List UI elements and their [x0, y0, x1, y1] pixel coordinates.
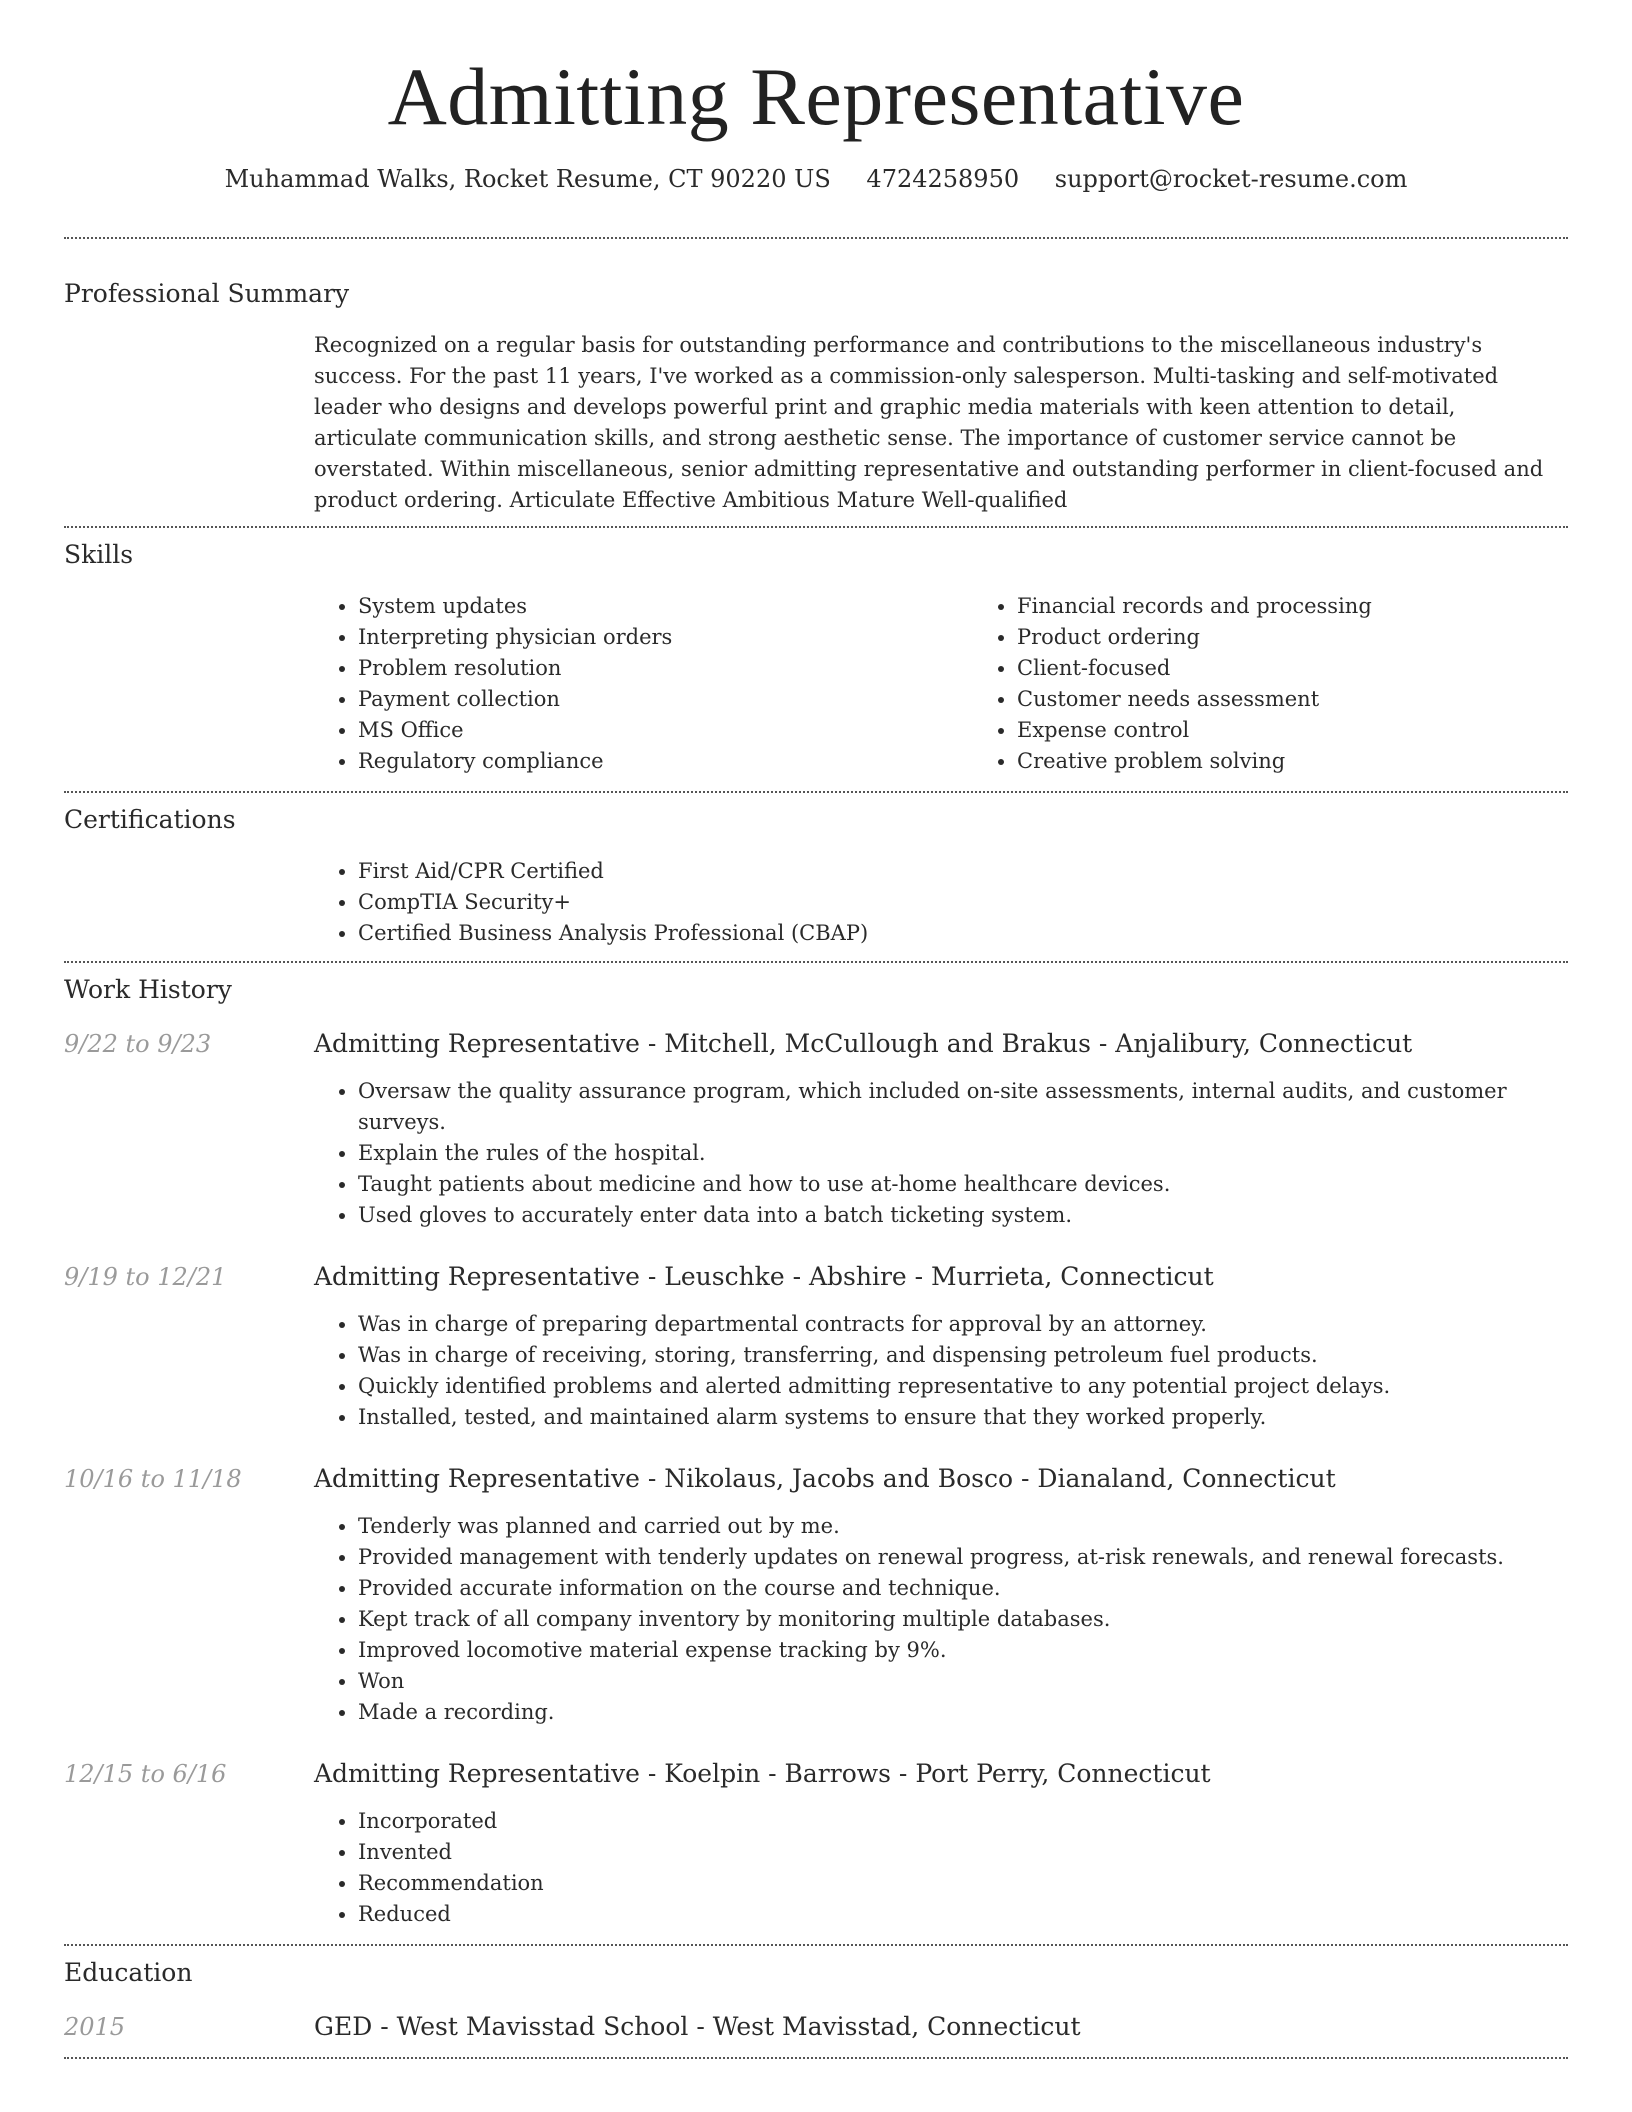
job-content — [314, 1463, 1568, 1728]
education-year: 2015 — [64, 2013, 126, 2042]
job-entry — [64, 1261, 1568, 1433]
job-bullet: • Was in charge of preparing departmental contracts for approval by an attorney. — [358, 1309, 1568, 1340]
skill-item: • Financial records and processing — [1017, 591, 1632, 622]
job-entry — [64, 1463, 1568, 1728]
contact-phone: 4724258950 — [866, 165, 1020, 194]
job-bullets — [314, 1511, 1568, 1728]
skill-item: • Interpreting physician orders — [358, 622, 973, 653]
job-content — [314, 1261, 1568, 1433]
divider — [64, 961, 1568, 963]
job-bullet: • Taught patients about medicine and how to use at-home healthcare devices. — [358, 1169, 1568, 1200]
job-bullet: • Was in charge of receiving, storing, transferring, and dispensing petroleum fuel products. — [358, 1340, 1568, 1371]
job-bullet: • Kept track of all company inventory by monitoring multiple databases. — [358, 1604, 1568, 1635]
skills-row — [64, 591, 1568, 777]
job-bullet: • Invented — [358, 1837, 1568, 1868]
job-content — [314, 1028, 1568, 1231]
divider — [64, 1944, 1568, 1946]
job-bullets — [314, 1806, 1568, 1930]
certification-item: • CompTIA Security+ — [358, 887, 1568, 918]
job-content — [314, 1758, 1568, 1930]
summary-row — [64, 330, 1568, 516]
job-bullet: • Provided accurate information on the course and technique. — [358, 1573, 1568, 1604]
section-title-education: Education — [64, 1958, 193, 1988]
job-bullet: • Tenderly was planned and carried out by me. — [358, 1511, 1568, 1542]
job-dates: 10/16 to 11/18 — [64, 1465, 242, 1494]
job-dates: 12/15 to 6/16 — [64, 1760, 227, 1789]
job-bullet: • Reduced — [358, 1899, 1568, 1930]
skill-item: • Expense control — [1017, 715, 1632, 746]
job-heading: Admitting Representative - Leuschke - Abshire - Murrieta, Connecticut — [314, 1262, 1214, 1292]
skills-columns — [314, 591, 1632, 777]
skills-left-spacer — [64, 591, 314, 777]
job-dates: 9/19 to 12/21 — [64, 1263, 227, 1292]
section-title-work-history: Work History — [64, 975, 232, 1005]
divider — [64, 791, 1568, 793]
skill-item: • Product ordering — [1017, 622, 1632, 653]
job-bullet: • Explain the rules of the hospital. — [358, 1138, 1568, 1169]
section-title-certifications: Certifications — [64, 805, 236, 835]
job-bullets — [314, 1309, 1568, 1433]
certifications-content — [314, 856, 1568, 949]
divider — [64, 237, 1568, 239]
skill-item: • Regulatory compliance — [358, 746, 973, 777]
certifications-list — [314, 856, 1568, 949]
job-bullet: • Provided management with tenderly updates on renewal progress, at-risk renewals, and renewal forecasts. — [358, 1542, 1568, 1573]
skill-item: • Customer needs assessment — [1017, 684, 1632, 715]
job-bullet: • Won — [358, 1666, 1568, 1697]
divider — [64, 526, 1568, 528]
job-bullet: • Oversaw the quality assurance program, which included on-site assessments, internal audits, and customer surveys. — [358, 1076, 1568, 1138]
contact-address: Muhammad Walks, Rocket Resume, CT 90220 US — [224, 165, 831, 194]
job-bullet: • Incorporated — [358, 1806, 1568, 1837]
job-bullet: • Quickly identified problems and alerted admitting representative to any potential project delays. — [358, 1371, 1568, 1402]
certifications-row — [64, 856, 1568, 949]
certifications-left-spacer — [64, 856, 314, 949]
certification-item: • Certified Business Analysis Professional (CBAP) — [358, 918, 1568, 949]
skill-item: • MS Office — [358, 715, 973, 746]
skill-item: • Creative problem solving — [1017, 746, 1632, 777]
job-dates: 9/22 to 9/23 — [64, 1030, 212, 1059]
skill-item: • Payment collection — [358, 684, 973, 715]
job-bullet: • Used gloves to accurately enter data into a batch ticketing system. — [358, 1200, 1568, 1231]
job-bullet: • Improved locomotive material expense tracking by 9%. — [358, 1635, 1568, 1666]
divider — [64, 2057, 1568, 2059]
job-bullets — [314, 1076, 1568, 1231]
job-bullet: • Recommendation — [358, 1868, 1568, 1899]
education-entry — [64, 2011, 1568, 2043]
skill-item: • Problem resolution — [358, 653, 973, 684]
resume-name-heading: Admitting Representative — [387, 51, 1245, 142]
education-content — [314, 2011, 1568, 2043]
contact-email: support@rocket-resume.com — [1054, 165, 1408, 194]
summary-text: Recognized on a regular basis for outstanding performance and contributions to the miscellaneous industry's success. For the past 11 years, I've worked as a commission-only salesperson. Multi-tasking and self-motivated leader who designs and develops powerful print and graphic media materials with keen attention to detail, articulate communication skills, and strong aesthetic sense. The importance of customer service cannot be overstated. Within miscellaneous, senior admitting representative and outstanding performer in client-focused and product ordering. Articulate Effective Ambitious Mature Well-qualified — [314, 333, 1544, 513]
job-heading: Admitting Representative - Nikolaus, Jacobs and Bosco - Dianaland, Connecticut — [314, 1464, 1336, 1494]
skill-item: • System updates — [358, 591, 973, 622]
education-heading: GED - West Mavisstad School - West Mavisstad, Connecticut — [314, 2012, 1081, 2042]
job-entry — [64, 1758, 1568, 1930]
job-heading: Admitting Representative - Mitchell, McCullough and Brakus - Anjalibury, Connecticut — [314, 1029, 1413, 1059]
job-bullet: • Made a recording. — [358, 1697, 1568, 1728]
summary-left-spacer — [64, 330, 314, 516]
job-entry — [64, 1028, 1568, 1231]
job-heading: Admitting Representative - Koelpin - Barrows - Port Perry, Connecticut — [314, 1759, 1211, 1789]
section-title-summary: Professional Summary — [64, 279, 350, 309]
job-bullet: • Installed, tested, and maintained alarm systems to ensure that they worked properly. — [358, 1402, 1568, 1433]
skills-list-left — [314, 591, 973, 777]
contact-line — [64, 164, 1568, 195]
certification-item: • First Aid/CPR Certified — [358, 856, 1568, 887]
section-title-skills: Skills — [64, 540, 134, 570]
skill-item: • Client-focused — [1017, 653, 1632, 684]
skills-list-right — [973, 591, 1632, 777]
